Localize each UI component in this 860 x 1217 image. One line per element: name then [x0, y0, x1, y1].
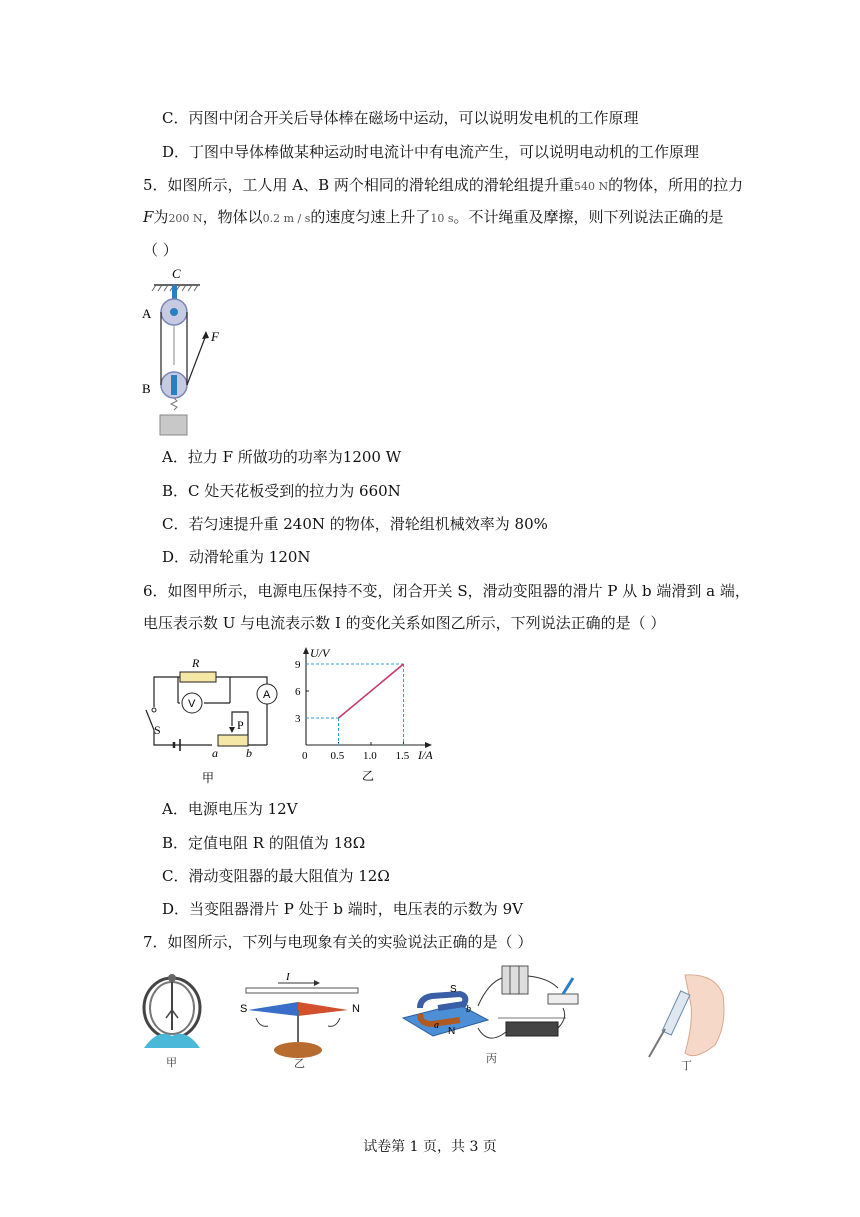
svg-text:S: S — [154, 723, 161, 737]
q4-option-d: D．丁图中导体棒做某种运动时电流计中有电流产生，可以说明电动机的工作原理 — [162, 143, 700, 161]
q5-option-a: A．拉力 F 所做功的功率为1200 W — [162, 448, 402, 466]
q6-option-c: C．滑动变阻器的最大阻值为 12Ω — [162, 867, 390, 885]
svg-text:甲: 甲 — [166, 1056, 177, 1069]
graph-ylabel: U/V — [310, 646, 330, 660]
q5-option-c: C．若匀速提升重 240N 的物体，滑轮组机械效率为 80% — [162, 515, 548, 533]
q6-stem-line2: 电压表示数 U 与电流表示数 I 的变化关系如图乙所示，下列说法正确的是（ ） — [143, 614, 666, 632]
q7-figure-jia — [138, 970, 213, 1070]
svg-text:P: P — [237, 718, 244, 732]
svg-text:N: N — [352, 1003, 360, 1015]
q5-stem-line2: F为200 N，物体以0.2 m / s的速度匀速上升了10 s。不计绳重及摩擦，则下列说法正确的是 — [143, 208, 724, 226]
label-c: C — [172, 266, 181, 281]
svg-text:S: S — [450, 984, 457, 995]
svg-text:A: A — [263, 689, 271, 701]
label-f: F — [211, 329, 219, 344]
q5-bracket: （ ） — [143, 241, 178, 259]
q5-time: 10 s — [430, 212, 454, 225]
q5-option-b: B．C 处天花板受到的拉力为 660N — [162, 482, 401, 500]
ui-graph — [290, 645, 440, 785]
y-tick-label: 9 — [295, 659, 301, 671]
q7-stem: 7．如图所示，下列与电现象有关的实验说法正确的是（ ） — [143, 933, 533, 951]
x-tick-label: 0 — [302, 750, 308, 762]
svg-text:R: R — [192, 656, 200, 670]
rheostat — [218, 735, 248, 746]
circuit-figure — [140, 652, 290, 787]
svg-text:a: a — [212, 746, 218, 760]
q6-option-a: A．电源电压为 12V — [162, 800, 298, 818]
q6-stem-line1: 6．如图甲所示，电源电压保持不变，闭合开关 S，滑动变阻器的滑片 P 从 b 端滑到 a 端， — [143, 582, 750, 600]
label-a: A — [142, 306, 152, 321]
graph-caption: 乙 — [362, 769, 375, 783]
circuit-caption: 甲 — [202, 771, 215, 785]
label-b: B — [142, 381, 151, 396]
resistor-r — [180, 672, 216, 682]
q5-stem-line1: 5．如图所示，工人用 A、B 两个相同的滑轮组成的滑轮组提升重540 N的物体，所用的拉力 — [143, 176, 744, 194]
y-tick-label: 3 — [295, 713, 301, 725]
q5-speed: 0.2 m / s — [262, 212, 311, 225]
page-footer: 试卷第 1 页，共 3 页 — [363, 1139, 497, 1155]
svg-text:I: I — [286, 971, 290, 983]
svg-text:b: b — [466, 1004, 471, 1015]
q5-option-d: D．动滑轮重为 120N — [162, 548, 311, 566]
svg-text:N: N — [448, 1026, 456, 1037]
q6-option-d: D．当变阻器滑片 P 处于 b 端时，电压表的示数为 9V — [162, 900, 523, 918]
graph-xlabel: I/A — [418, 748, 433, 762]
q7-figure-bing — [398, 958, 588, 1073]
svg-text:丁: 丁 — [681, 1059, 692, 1072]
q7-figure-yi — [238, 970, 368, 1070]
svg-text:b: b — [246, 746, 252, 760]
q6-option-b: B．定值电阻 R 的阻值为 18Ω — [162, 834, 366, 852]
svg-text:S: S — [240, 1003, 248, 1015]
svg-text:乙: 乙 — [294, 1057, 305, 1070]
pulley-figure — [140, 265, 230, 440]
x-tick-label: 1.0 — [363, 750, 377, 762]
x-tick-label: 0.5 — [330, 750, 345, 762]
y-tick-label: 6 — [295, 686, 301, 698]
q7-figure-ding — [635, 965, 730, 1075]
svg-text:a: a — [434, 1020, 439, 1031]
q5-weight: 540 N — [573, 180, 609, 193]
svg-text:丙: 丙 — [486, 1052, 497, 1065]
q4-option-c: C．丙图中闭合开关后导体棒在磁场中运动，可以说明发电机的工作原理 — [162, 109, 639, 127]
svg-text:V: V — [188, 698, 196, 710]
x-tick-label: 1.5 — [395, 750, 410, 762]
q5-force: 200 N — [168, 212, 203, 225]
series-line — [339, 664, 404, 718]
